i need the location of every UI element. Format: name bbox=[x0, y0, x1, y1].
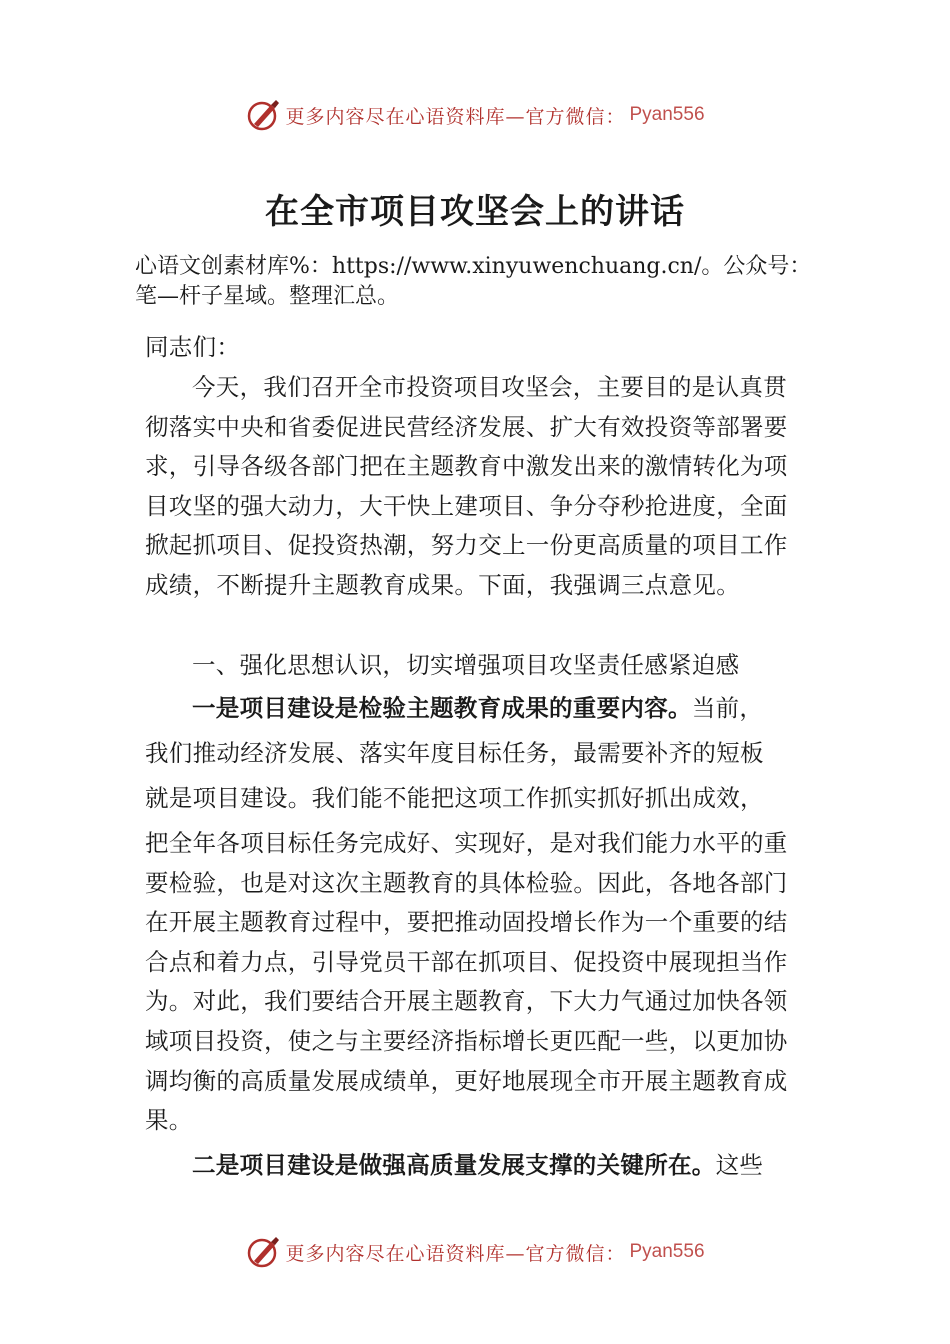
footer-banner bbox=[0, 1232, 950, 1272]
point-1-body: 把全年各项目标任务完成好、实现好，是对我们能力水平的重要检验，也是对这次主题教育的具体检验。因此，各地各部门在开展主题教育过程中，要把推动固投增长作为一个重要的结合点和着力点，引导党员干部在抓项目、促投资中展现担当作为。对此，我们要结合开展主题教育，下大力气通过加快各领域项目投资，使之与主要经济指标增长更匹配一些，以更加协调均衡的高质量发展成绩单，更好地展现全市开展主题教育成果。 bbox=[145, 829, 788, 1135]
point-1-line-1: 当前， bbox=[691, 694, 764, 722]
point-1-first-line bbox=[145, 689, 810, 729]
pen-logo-icon bbox=[245, 97, 281, 133]
salutation: 同志们： bbox=[145, 333, 241, 361]
section-heading-1: 一、强化思想认识，切实增强项目攻坚责任感紧迫感 bbox=[192, 651, 740, 679]
point-1-line-3: 就是项目建设。我们能不能把这项工作抓实抓好抓出成效， bbox=[145, 784, 764, 812]
banner-wechat-id: Pyan556 bbox=[629, 1241, 705, 1262]
point-2-tail: 这些 bbox=[715, 1151, 764, 1179]
pen-logo-icon bbox=[245, 1234, 281, 1270]
point-1-bold-lead: 一是项目建设是检验主题教育成果的重要内容。 bbox=[192, 694, 692, 722]
banner-wechat-id: Pyan556 bbox=[629, 104, 705, 125]
banner-text: 更多内容尽在心语资料库—官方微信： bbox=[285, 1242, 626, 1265]
point-2-first-line bbox=[145, 1146, 810, 1186]
paragraph-intro: 今天，我们召开全市投资项目攻坚会，主要目的是认真贯彻落实中央和省委促进民营经济发展、扩大有效投资等部署要求，引导各级各部门把在主题教育中激发出来的激情转化为项目攻坚的强大动力，大干快上建项目、争分夺秒抢进度，全面掀起抓项目、促投资热潮，努力交上一份更高质量的项目工作成绩，不断提升主题教育成果。下面，我强调三点意见。 bbox=[145, 373, 788, 599]
header-banner bbox=[0, 95, 950, 135]
banner-text: 更多内容尽在心语资料库—官方微信： bbox=[285, 105, 626, 128]
point-1-line-2: 我们推动经济发展、落实年度目标任务，最需要补齐的短板 bbox=[145, 739, 764, 767]
source-note: 心语文创素材库%：https://www.xinyuwenchuang.cn/。公众号：笔—杆子星域。整理汇总。 bbox=[135, 254, 812, 309]
point-2-bold-lead: 二是项目建设是做强高质量发展支撑的关键所在。 bbox=[192, 1151, 716, 1179]
document-title: 在全市项目攻坚会上的讲话 bbox=[265, 192, 685, 232]
